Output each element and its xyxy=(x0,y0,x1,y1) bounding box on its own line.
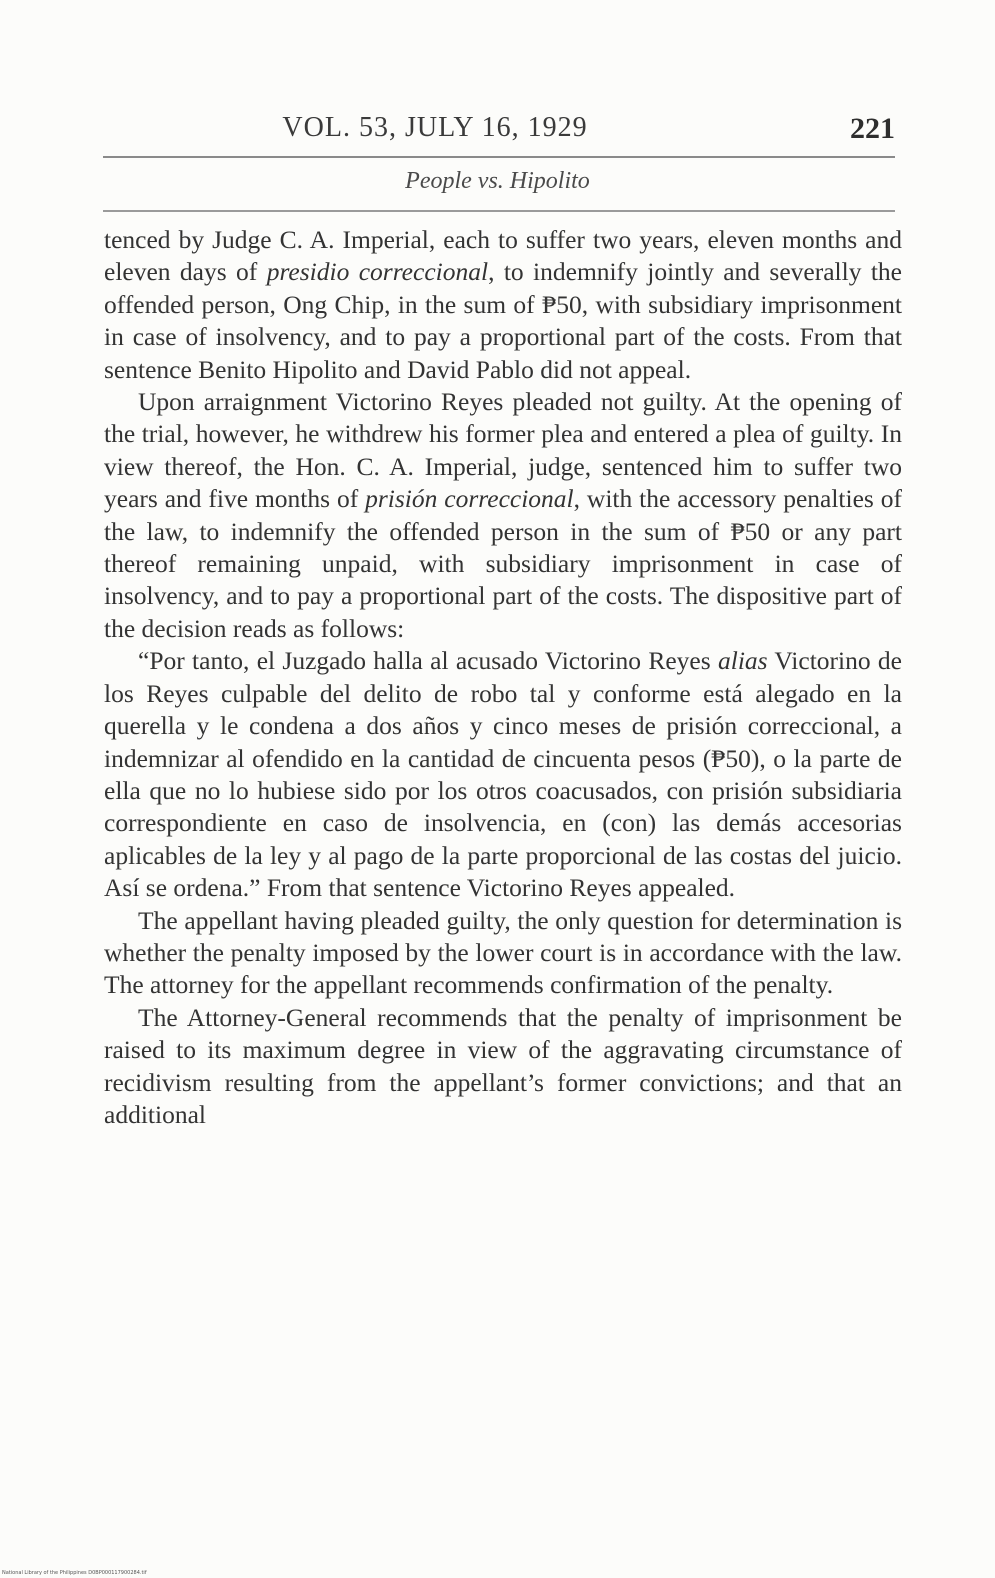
paragraph-5 xyxy=(104,1002,902,1132)
volume-line: VOL. 53, JULY 16, 1929 xyxy=(282,112,588,143)
paragraph-3-quote xyxy=(104,645,902,904)
paragraph-4 xyxy=(104,905,902,1002)
header-rule-bottom xyxy=(103,210,895,212)
paragraph-1-text-1: tenced by Judge C. A. Imperial, each to suffer two years, eleven months and eleven days of xyxy=(104,225,902,287)
paragraph-3-italic-term: alias xyxy=(717,646,768,676)
paragraph-1-italic-term: presidio correccional xyxy=(266,257,489,287)
paragraph-2-text-1: Upon arraignment Victorino Reyes pleaded not guilty. At the opening of the trial, however, he withdrew his former plea and entered a plea of guilty. In view thereof, the Hon. C. A. Imperial, judge, sentenced him to suffer two years and five months of xyxy=(104,387,902,514)
scan-credit: National Library of the Philippines D0BP000117900284.tif xyxy=(2,1570,147,1576)
running-title: People vs. Hipolito xyxy=(405,168,590,194)
paragraph-1-text-2: , to indemnify jointly and severally the offended person, Ong Chip, in the sum of ₱50, with subsidiary imprisonment in case of insolvency, and to pay a proportional part of the costs. From that sentence Benito Hipolito and David Pablo did not appeal. xyxy=(104,257,903,384)
paragraph-5-text: The Attorney-General recommends that the penalty of imprisonment be raised to its maximum degree in view of the aggravating circumstance of recidivism resulting from the appellant’s former convictions; and that an additional xyxy=(104,1002,902,1129)
paragraph-3-text-2: Victorino de los Reyes culpable del delito de robo tal y conforme está alegado en la querella y le condena a dos años y cinco meses de prisión correccional, a indemnizar al ofendido en la cantidad de cincuenta pesos (₱50), o la parte de ella que no lo hubiese sido por los otros coacusados, con prisión subsidiaria correspondiente en caso de insolvencia, en (con) las demás accesorias aplicables de la ley y al pago de la parte proporcional de las costas del juicio. Así se ordena.” From that sentence Victorino Reyes appealed. xyxy=(104,646,902,903)
paragraph-2-text-2: , with the accessory penalties of the law, to indemnify the offended person in the sum of ₱50 or any part thereof remaining unpaid, with subsidiary imprisonment in case of insolvency, and to pay a proportional part of the costs. The dispositive part of the decision reads as follows: xyxy=(104,484,902,643)
paragraph-2 xyxy=(104,386,902,645)
paragraph-3-text-1: “Por tanto, el Juzgado halla al acusado Victorino Reyes xyxy=(138,646,718,676)
header-rule-top xyxy=(103,156,895,158)
paragraph-1 xyxy=(104,224,902,386)
paragraph-4-text: The appellant having pleaded guilty, the only question for determination is whether the penalty imposed by the lower court is in accordance with the law. The attorney for the appellant recommends confirmation of the penalty. xyxy=(104,905,902,1000)
page-header xyxy=(100,112,895,152)
body-text xyxy=(104,224,902,1131)
paragraph-2-italic-term: prisión correccional xyxy=(365,484,574,514)
page-number: 221 xyxy=(850,112,895,145)
